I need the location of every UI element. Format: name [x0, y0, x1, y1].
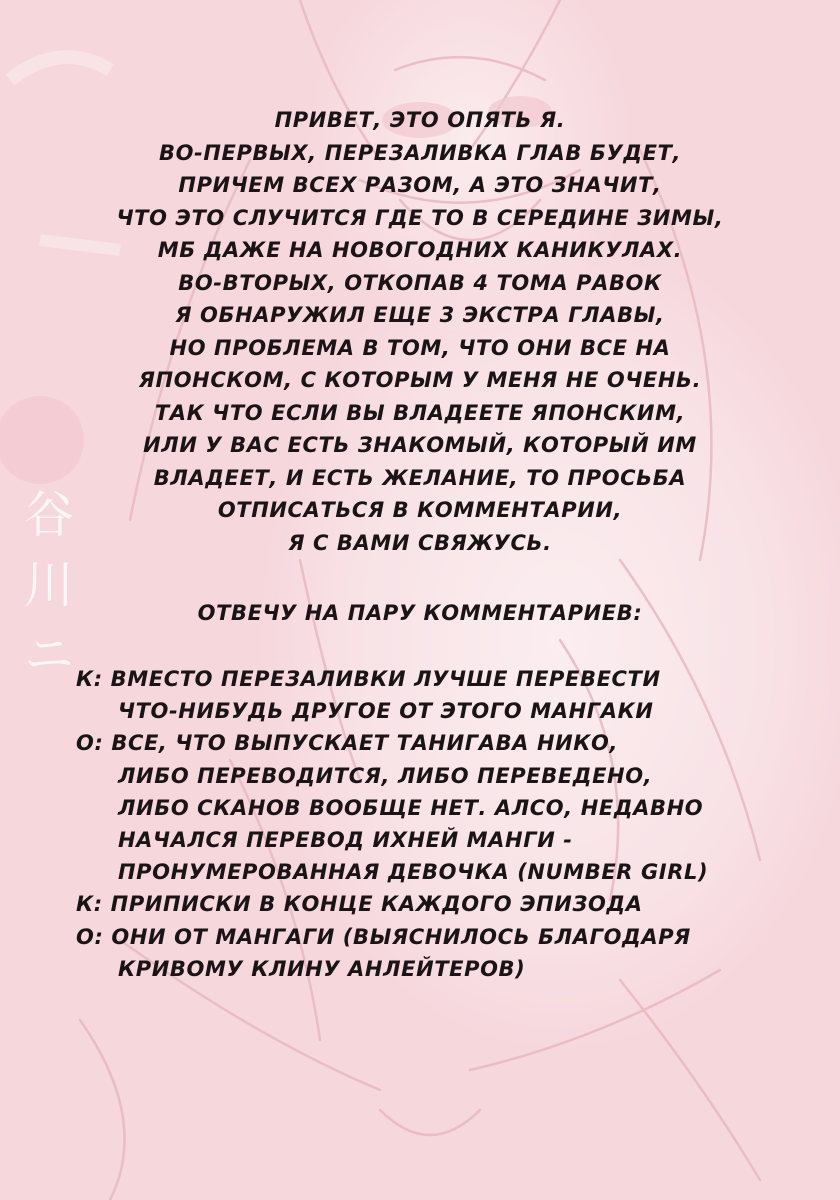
intro-line: ПРИЧЕМ ВСЕХ РАЗОМ, А ЭТО ЗНАЧИТ, [178, 173, 662, 197]
answer-line: КРИВОМУ КЛИНУ АНЛЕЙТЕРОВ) [118, 956, 526, 981]
answer-line: НАЧАЛСЯ ПЕРЕВОД ИХНЕЙ МАНГИ - [118, 827, 573, 852]
intro-line: Я ОБНАРУЖИЛ ЕЩЕ 3 ЭКСТРА ГЛАВЫ, [175, 303, 665, 327]
translator-note [40, 104, 800, 985]
comments-heading: ОТВЕЧУ НА ПАРУ КОММЕНТАРИЕВ: [197, 601, 643, 625]
intro-line: НО ПРОБЛЕМА В ТОМ, ЧТО ОНИ ВСЕ НА [169, 335, 671, 360]
answer-line: ПРОНУМЕРОВАННАЯ ДЕВОЧКА (NUMBER GIRL) [118, 860, 709, 885]
intro-line: ОТПИСАТЬСЯ В КОММЕНТАРИИ, [217, 498, 623, 522]
question-line: К: ВМЕСТО ПЕРЕЗАЛИВКИ ЛУЧШЕ ПЕРЕВЕСТИ [76, 667, 661, 691]
title-glyph: 川 [24, 556, 74, 614]
question-line: ЧТО-НИБУДЬ ДРУГОЕ ОТ ЭТОГО МАНГАКИ [118, 699, 654, 724]
note-intro-paragraph [40, 104, 800, 559]
intro-line: ИЛИ У ВАС ЕСТЬ ЗНАКОМЫЙ, КОТОРЫЙ ИМ [143, 433, 697, 457]
question-line: К: ПРИПИСКИ В КОНЦЕ КАЖДОГО ЭПИЗОДА [76, 892, 643, 917]
answer-line: ЛИБО СКАНОВ ВООБЩЕ НЕТ. АЛСО, НЕДАВНО [118, 795, 704, 820]
intro-line: ЯПОНСКОМ, С КОТОРЫМ У МЕНЯ НЕ ОЧЕНЬ. [138, 368, 702, 392]
title-glyph: ニ [24, 626, 74, 684]
answer-line: ЛИБО ПЕРЕВОДИТСЯ, ЛИБО ПЕРЕВЕДЕНО, [118, 763, 653, 788]
intro-line: ВО-ПЕРВЫХ, ПЕРЕЗАЛИВКА ГЛАВ БУДЕТ, [158, 140, 682, 165]
intro-line: Я С ВАМИ СВЯЖУСЬ. [288, 530, 552, 555]
title-glyph: 谷 [24, 486, 74, 544]
intro-line: ВЛАДЕЕТ, И ЕСТЬ ЖЕЛАНИЕ, ТО ПРОСЬБА [153, 465, 687, 490]
comment-answers-list [40, 663, 800, 985]
answer-line: О: ВСЕ, ЧТО ВЫПУСКАЕТ ТАНИГАВА НИКО, [76, 731, 619, 756]
intro-line: ТАК ЧТО ЕСЛИ ВЫ ВЛАДЕЕТЕ ЯПОНСКИМ, [154, 400, 686, 425]
intro-line: ВО-ВТОРЫХ, ОТКОПАВ 4 ТОМА РАВОК [178, 270, 662, 295]
answer-line: О: ОНИ ОТ МАНГАГИ (ВЫЯСНИЛОСЬ БЛАГОДАРЯ [76, 924, 691, 949]
intro-line: ЧТО ЭТО СЛУЧИТСЯ ГДЕ ТО В СЕРЕДИНЕ ЗИМЫ, [116, 205, 724, 230]
intro-line: МБ ДАЖЕ НА НОВОГОДНИХ КАНИКУЛАХ. [157, 238, 683, 262]
intro-line: ПРИВЕТ, ЭТО ОПЯТЬ Я. [274, 108, 566, 132]
